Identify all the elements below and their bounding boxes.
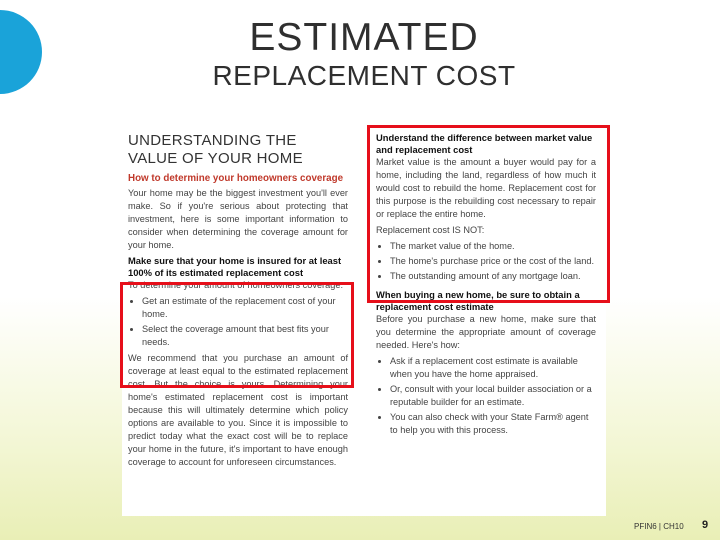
buying-list [376,355,596,437]
list-item: • The outstanding amount of any mortgage loan. [390,270,596,283]
intro-paragraph: Your home may be the biggest investment you'll ever make. So if you're serious about protecting that investment, here is some important information to consider when determining the coverage amount for your home. [128,188,348,250]
page-number: 9 [702,519,709,531]
boxed-heading-right: Understand the difference between market value and replacement cost [376,132,593,155]
list-item: • The market value of the home. [390,240,596,253]
coverage-subheading: How to determine your homeowners coverage [128,173,344,184]
not-heading: Replacement cost IS NOT: [376,225,485,235]
list-item: • Ask if a replacement cost estimate is available when you have the home appraised. [390,355,596,381]
list-item: • Get an estimate of the replacement cost of your home. [142,295,348,321]
list-item: • The home's purchase price or the cost of the land. [390,255,596,268]
title-line-1: ESTIMATED [249,16,479,59]
section-heading: UNDERSTANDING THE VALUE OF YOUR HOME [128,132,303,167]
list-item: • Or, consult with your local builder association or a reputable builder for an estimate. [390,383,596,409]
boxed-text-left: To determine your amount of homeowners coverage: [128,280,343,290]
buying-heading: When buying a new home, be sure to obtain a replacement cost estimate [376,289,580,312]
list-item: • Select the coverage amount that best fits your needs. [142,323,348,349]
closing-paragraph: We recommend that you purchase an amount of coverage at least equal to the estimated replacement cost. But the choice is yours. Determining your home's estimated replacement cost is important because this will ultimately determine which policy options are available to you. Since it is impossible to predict today what the exact cost will be to replace your home in the future, it's important to have enough coverage to account for unforeseen circumstances. [128,353,348,467]
highlight-box-right [367,125,610,303]
highlight-box-left [120,282,354,388]
footer-label: PFIN6 | CH10 [634,522,684,531]
buying-paragraph: Before you purchase a new home, make sure that you determine the appropriate amount of coverage needed. Here's how: [376,314,596,350]
list-item: • You can also check with your State Farm® agent to help you with this process. [390,411,596,437]
market-value-paragraph: Market value is the amount a buyer would pay for a home, including the land, regardless of how much it would cost to rebuild the home. Replacement cost for this purpose is the rebuilding cost necessary to repair or replace the entire home. [376,157,596,219]
title-line-2: REPLACEMENT COST [212,60,516,91]
decorative-circle [0,10,42,94]
boxed-heading-left: Make sure that your home is insured for at least 100% of its estimated replacement cost [128,255,342,278]
